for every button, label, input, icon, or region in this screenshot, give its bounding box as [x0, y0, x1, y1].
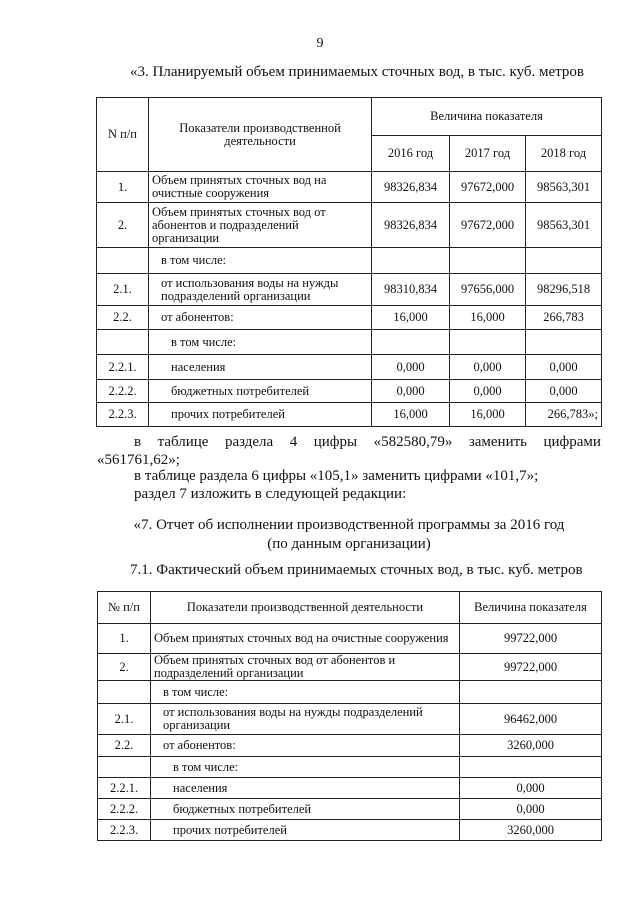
row-value [460, 681, 602, 704]
table1-header-indicator: Показатели производственной деятельности [149, 98, 372, 172]
row-value: 97672,000 [450, 203, 526, 248]
row-num: 2.2. [97, 306, 149, 330]
table1-header-value: Величина показателя [372, 98, 602, 136]
amendment-paragraph-1-continuation: «561761,62»; [97, 452, 180, 468]
row-value: 0,000 [526, 380, 602, 403]
table2-header-row [98, 592, 602, 624]
row-num: 2. [98, 654, 151, 681]
table1-year-2018: 2018 год [526, 136, 602, 172]
actual-volume-table [97, 591, 602, 841]
row-num: 2.1. [97, 274, 149, 306]
table1-year-2016: 2016 год [372, 136, 450, 172]
row-label: прочих потребителей [151, 820, 460, 841]
word: раздела [224, 434, 274, 450]
row-value: 98326,834 [372, 203, 450, 248]
row-label: бюджетных потребителей [151, 799, 460, 820]
planned-volume-table [96, 97, 602, 427]
table-row [98, 624, 602, 654]
row-value: 0,000 [460, 799, 602, 820]
row-num: 2.2. [98, 735, 151, 757]
row-value: 0,000 [450, 355, 526, 380]
amendment-paragraph-1 [134, 433, 601, 451]
row-value: 16,000 [372, 403, 450, 427]
section7-title-line1: «7. Отчет об исполнении производственной программы за 2016 год [133, 517, 565, 533]
row-num [97, 248, 149, 274]
table-row [98, 799, 602, 820]
table-row [97, 306, 602, 330]
section7-title [97, 516, 601, 554]
row-num: 1. [97, 172, 149, 203]
row-value: 266,783 [526, 306, 602, 330]
section7-title-line2: (по данным организации) [267, 536, 431, 552]
row-label: от использования воды на нужды подразделений организации [149, 274, 372, 306]
table-row [97, 380, 602, 403]
row-value: 99722,000 [460, 654, 602, 681]
row-value [526, 248, 602, 274]
table-row [97, 330, 602, 355]
table1-header-num: N п/п [97, 98, 149, 172]
section71-title: 7.1. Фактический объем принимаемых сточных вод, в тыс. куб. метров [130, 562, 583, 578]
row-value [460, 757, 602, 778]
row-label: прочих потребителей [149, 403, 372, 427]
row-value: 3260,000 [460, 735, 602, 757]
row-label: населения [151, 778, 460, 799]
section3-title: «3. Планируемый объем принимаемых сточных вод, в тыс. куб. метров [130, 64, 584, 80]
row-value: 97656,000 [450, 274, 526, 306]
row-label: в том числе: [151, 681, 460, 704]
word: в [134, 434, 142, 450]
table1-header-row [97, 98, 602, 136]
row-num: 2.2.2. [97, 380, 149, 403]
row-value: 98563,301 [526, 203, 602, 248]
row-value [450, 330, 526, 355]
row-value: 96462,000 [460, 704, 602, 735]
row-value: 99722,000 [460, 624, 602, 654]
table2-header-indicator: Показатели производственной деятельности [151, 592, 460, 624]
table2-header-num: № п/п [98, 592, 151, 624]
row-label: бюджетных потребителей [149, 380, 372, 403]
row-value: 0,000 [372, 355, 450, 380]
row-label: населения [149, 355, 372, 380]
row-value: 98296,518 [526, 274, 602, 306]
table-row [97, 403, 602, 427]
table-row [98, 654, 602, 681]
row-label: от абонентов: [149, 306, 372, 330]
word: таблице [157, 434, 209, 450]
row-num [97, 330, 149, 355]
table-row [97, 248, 602, 274]
row-value [372, 248, 450, 274]
row-label: Объем принятых сточных вод от абонентов и подразделений организации [151, 654, 460, 681]
row-value: 266,783»; [526, 403, 602, 427]
table-row [98, 704, 602, 735]
row-num: 1. [98, 624, 151, 654]
row-label: Объем принятых сточных вод на очистные сооружения [151, 624, 460, 654]
row-value: 0,000 [526, 355, 602, 380]
word: цифры [313, 434, 358, 450]
row-value: 0,000 [460, 778, 602, 799]
word: 4 [289, 434, 298, 450]
row-label: от использования воды на нужды подразделений организации [151, 704, 460, 735]
row-value [526, 330, 602, 355]
row-num: 2.2.2. [98, 799, 151, 820]
page-number: 9 [316, 36, 324, 51]
table-row [98, 735, 602, 757]
table-row [98, 757, 602, 778]
row-value: 16,000 [372, 306, 450, 330]
row-num: 2.2.1. [97, 355, 149, 380]
table-row [97, 172, 602, 203]
table-row [97, 203, 602, 248]
table-row [97, 355, 602, 380]
row-label: от абонентов: [151, 735, 460, 757]
row-num: 2.2.3. [98, 820, 151, 841]
row-value: 98563,301 [526, 172, 602, 203]
amendment-paragraph-2: в таблице раздела 6 цифры «105,1» заменить цифрами «101,7»; [134, 468, 539, 484]
row-label: Объем принятых сточных вод на очистные сооружения [149, 172, 372, 203]
row-value [372, 330, 450, 355]
row-num [98, 757, 151, 778]
table-row [98, 681, 602, 704]
row-num: 2.2.1. [98, 778, 151, 799]
row-label: в том числе: [149, 248, 372, 274]
table1-year-2017: 2017 год [450, 136, 526, 172]
word: цифрами [543, 434, 601, 450]
row-value: 16,000 [450, 403, 526, 427]
word: заменить [468, 434, 527, 450]
row-value: 98310,834 [372, 274, 450, 306]
row-value: 0,000 [372, 380, 450, 403]
row-value: 16,000 [450, 306, 526, 330]
table-row [98, 778, 602, 799]
amendment-paragraph-3: раздел 7 изложить в следующей редакции: [134, 486, 407, 502]
row-num: 2.2.3. [97, 403, 149, 427]
row-value: 0,000 [450, 380, 526, 403]
row-value: 98326,834 [372, 172, 450, 203]
row-num: 2.1. [98, 704, 151, 735]
row-num: 2. [97, 203, 149, 248]
row-value: 3260,000 [460, 820, 602, 841]
table-row [97, 274, 602, 306]
row-label: в том числе: [149, 330, 372, 355]
row-num [98, 681, 151, 704]
row-value: 97672,000 [450, 172, 526, 203]
row-label: в том числе: [151, 757, 460, 778]
word: «582580,79» [373, 434, 453, 450]
table2-header-value: Величина показателя [460, 592, 602, 624]
table-row [98, 820, 602, 841]
row-label: Объем принятых сточных вод от абонентов и подразделений организации [149, 203, 372, 248]
row-value [450, 248, 526, 274]
